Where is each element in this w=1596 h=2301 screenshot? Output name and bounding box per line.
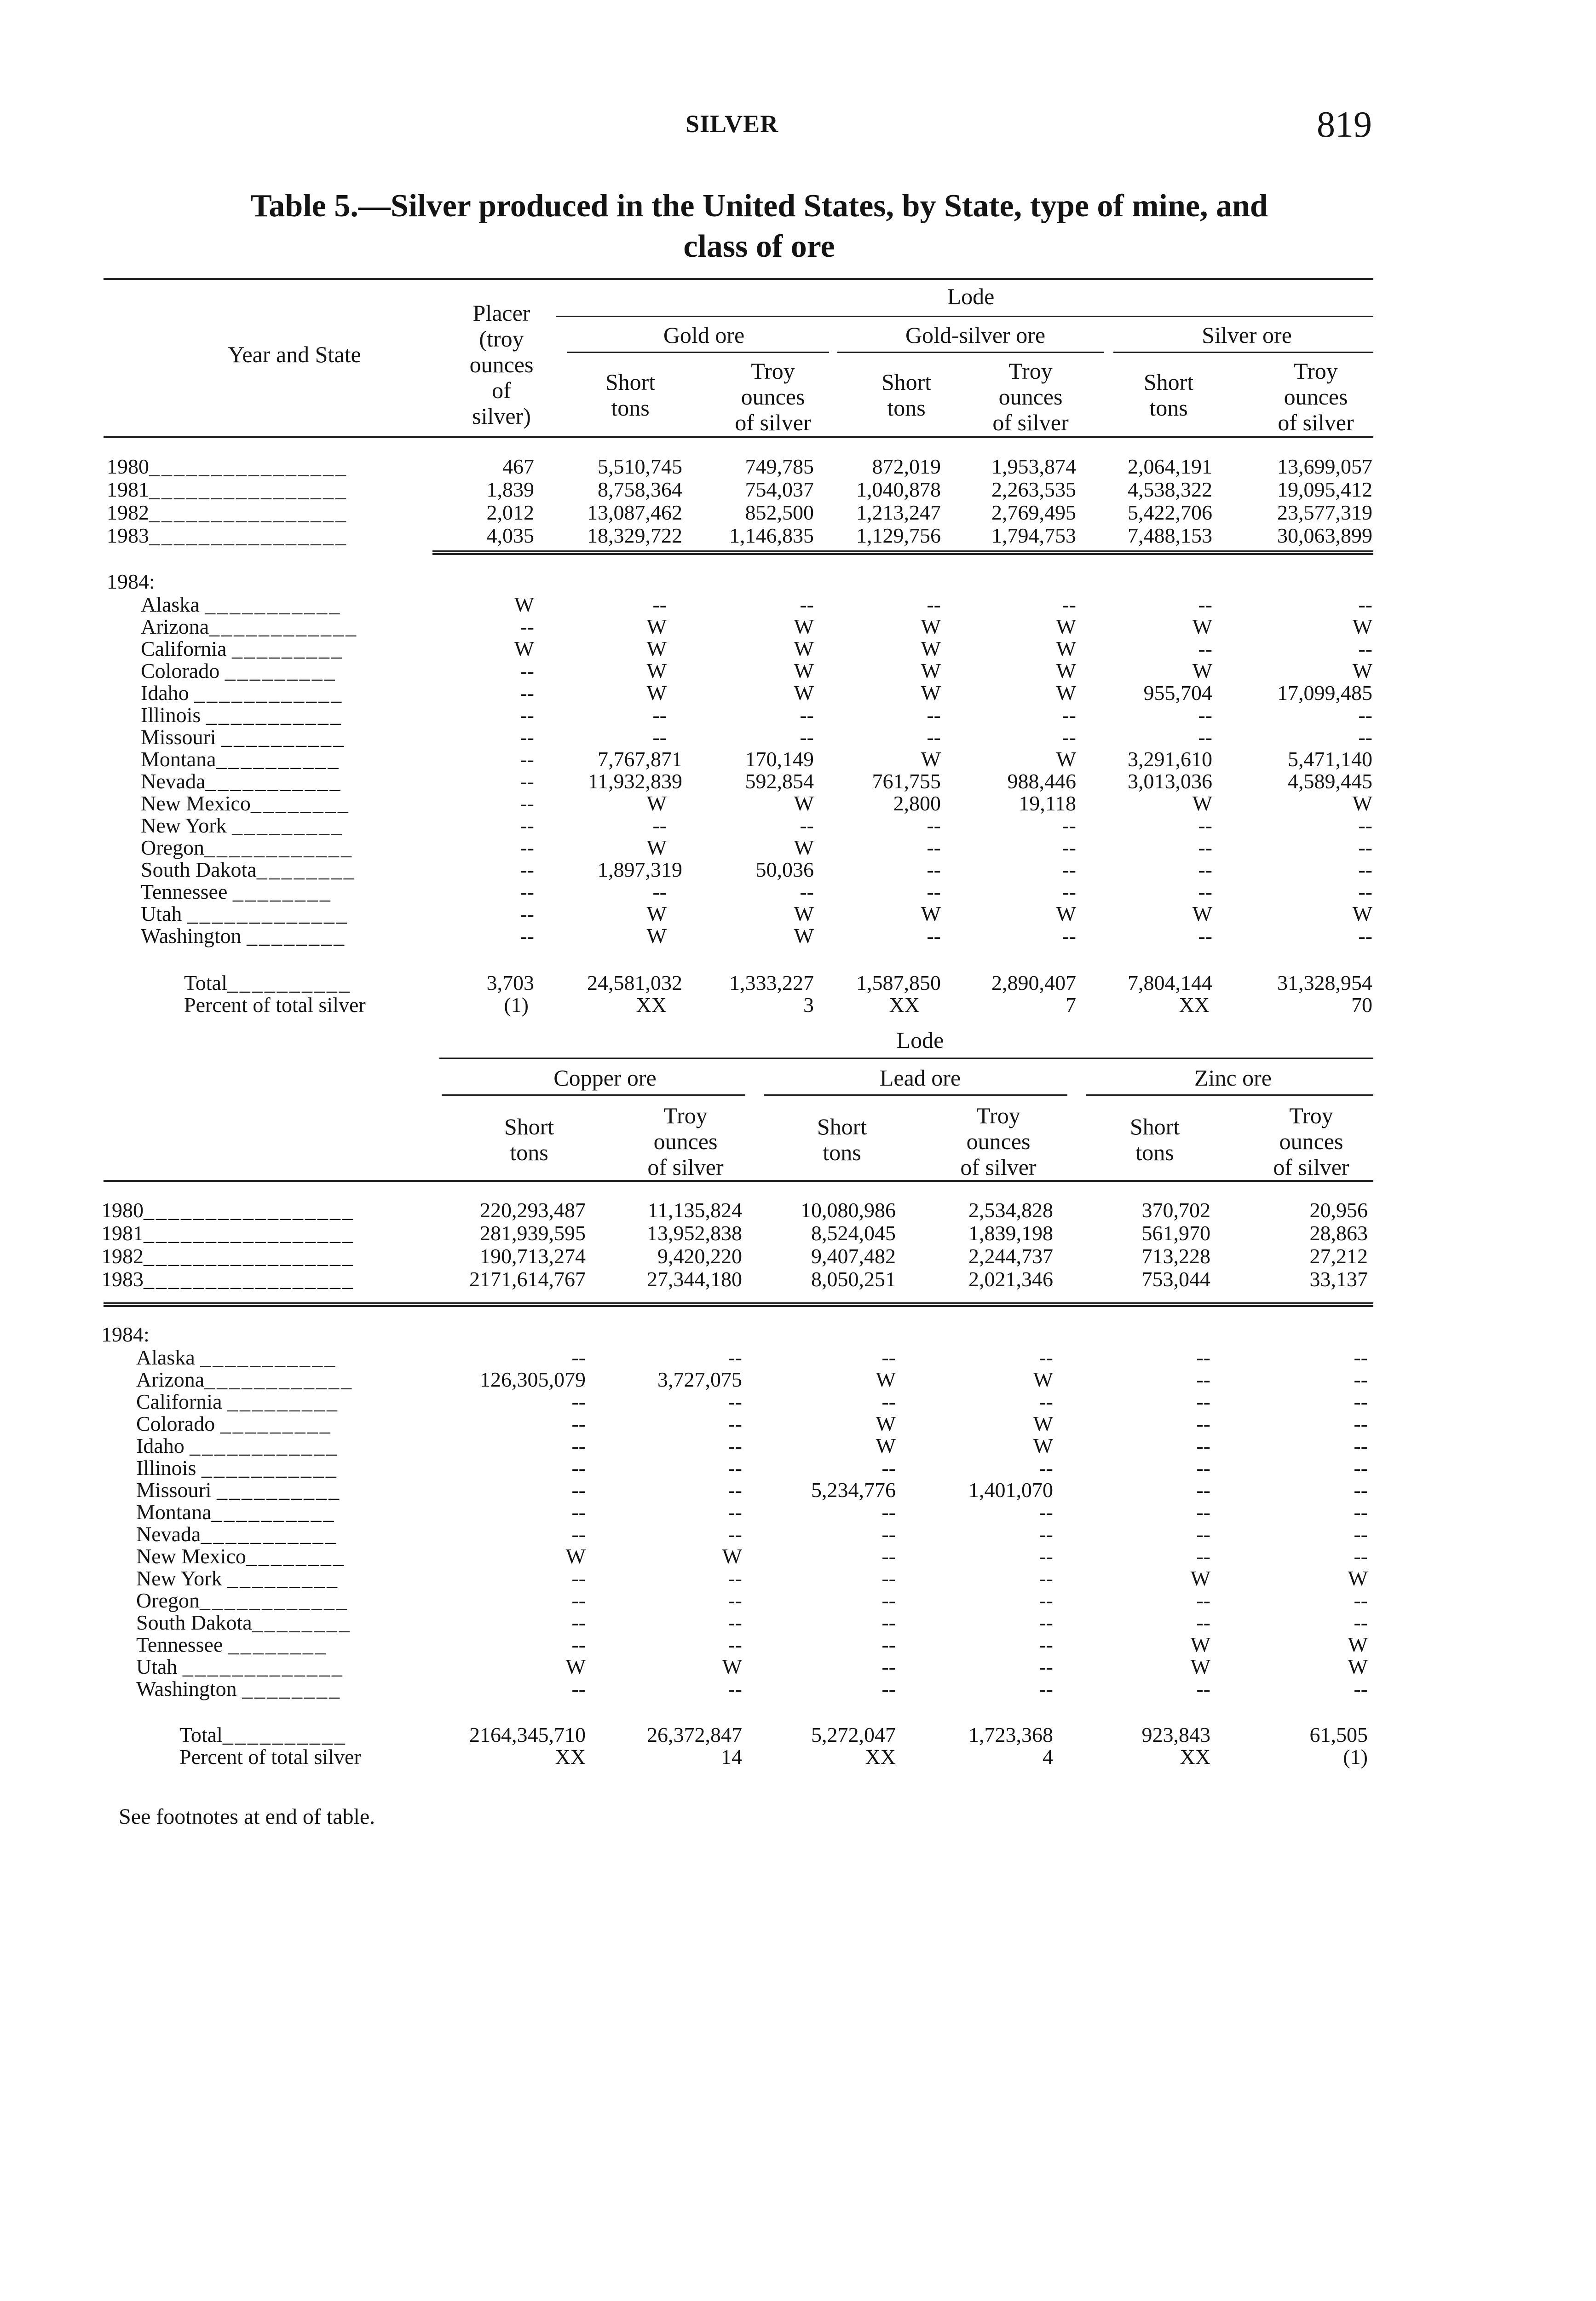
table-row: Montana__________ -- -- -- -- -- -- — [136, 1500, 1368, 1524]
lode-rule — [556, 316, 1373, 317]
table-row: New Mexico________ -- W W 2,800 19,118 W W — [141, 792, 1372, 815]
lead-troy-header: Troy ounces of silver — [960, 1103, 1037, 1180]
table-title — [221, 186, 1297, 267]
table-row: Arizona____________ -- W W W W W W — [141, 615, 1372, 638]
table-row: New Mexico________ W W -- -- -- -- — [136, 1544, 1368, 1568]
lead-ore-rule — [764, 1094, 1067, 1096]
table1-year-rule — [432, 550, 1373, 555]
stub-header: Year and State — [228, 341, 361, 367]
table-row: 1981________________ 1,839 8,758,364 754,037 1,040,878 2,263,535 4,538,322 19,095,412 — [107, 478, 1372, 501]
gold-silver-short-tons-header: Short tons — [881, 369, 932, 421]
lead-short-tons-header: Short tons — [817, 1114, 867, 1165]
table-row: Utah _____________ -- W W W W W W — [141, 902, 1372, 925]
table-row: Idaho ____________ -- -- W W -- -- — [136, 1434, 1368, 1457]
table-row: Alaska ___________ -- -- -- -- -- -- — [136, 1346, 1368, 1369]
table-title-line-2: class of ore — [683, 229, 835, 264]
table-row: Idaho ____________ -- W W W W 955,704 17,099,485 — [141, 681, 1372, 705]
gold-ore-header: Gold ore — [663, 322, 745, 348]
table-row: Tennessee ________ -- -- -- -- -- -- -- — [141, 880, 1372, 903]
copper-short-tons-header: Short tons — [504, 1114, 554, 1165]
percent-row: Percent of total silver (1) XX 3 XX 7 XX 70 — [184, 993, 1372, 1017]
year-1984-label: 1984: — [107, 570, 155, 593]
table-row: 1983________________ 4,035 18,329,722 1,146,835 1,129,756 1,794,753 7,488,153 30,063,899 — [107, 524, 1372, 547]
table-row: California _________ W W W W W -- -- — [141, 637, 1372, 660]
table-row: Tennessee ________ -- -- -- -- W W — [136, 1633, 1368, 1656]
lode-rule-2 — [439, 1058, 1373, 1059]
percent-row-2: Percent of total silver XX 14 XX 4 XX (1) — [179, 1745, 1368, 1769]
total-row-2: Total__________ 2164,345,710 26,372,847 5,272,047 1,723,368 923,843 61,505 — [179, 1723, 1368, 1746]
gold-short-tons-header: Short tons — [605, 369, 656, 421]
placer-header: Placer (troy ounces of silver) — [469, 300, 534, 429]
table-row: Colorado _________ -- -- W W -- -- — [136, 1412, 1368, 1435]
gold-silver-ore-rule — [837, 352, 1104, 353]
year-1984-label-2: 1984: — [101, 1323, 150, 1346]
table-row: California _________ -- -- -- -- -- -- — [136, 1390, 1368, 1413]
table-row: Utah _____________ W W -- -- W W — [136, 1655, 1368, 1678]
table-row: Washington ________ -- W W -- -- -- -- — [141, 924, 1372, 948]
total-row: Total__________ 3,703 24,581,032 1,333,227 1,587,850 2,890,407 7,804,144 31,328,954 — [184, 971, 1372, 994]
zinc-ore-header: Zinc ore — [1194, 1065, 1272, 1091]
table-row: Colorado _________ -- W W W W W W — [141, 659, 1372, 682]
lode-header: Lode — [947, 283, 995, 309]
table-row: Missouri __________ -- -- 5,234,776 1,401,070 -- -- — [136, 1478, 1368, 1502]
silver-ore-header: Silver ore — [1202, 322, 1292, 348]
table-row: Missouri __________ -- -- -- -- -- -- -- — [141, 725, 1372, 749]
page-number: 819 — [1317, 104, 1372, 145]
table1-top-rule — [104, 278, 1373, 280]
table-row: Montana__________ -- 7,767,871 170,149 W W 3,291,610 5,471,140 — [141, 747, 1372, 771]
table-row: Illinois ___________ -- -- -- -- -- -- -- — [141, 703, 1372, 727]
table-title-line-1: Table 5.—Silver produced in the United States, by State, type of mine, and — [250, 188, 1268, 224]
table-row: Arizona____________ 126,305,079 3,727,075 W W -- -- — [136, 1368, 1368, 1391]
table-row: Nevada___________ -- -- -- -- -- -- — [136, 1522, 1368, 1546]
lead-ore-header: Lead ore — [879, 1065, 961, 1091]
table-row: Alaska ___________ W -- -- -- -- -- -- — [141, 593, 1372, 616]
footnote-reference: See footnotes at end of table. — [119, 1804, 375, 1829]
table-row: 1981_________________ 281,939,595 13,952,838 8,524,045 1,839,198 561,970 28,863 — [101, 1221, 1368, 1245]
table-row: Oregon____________ -- -- -- -- -- -- — [136, 1589, 1368, 1612]
silver-troy-header: Troy ounces of silver — [1278, 358, 1354, 435]
table-row: 1980_________________ 220,293,487 11,135,824 10,080,986 2,534,828 370,702 20,956 — [101, 1198, 1368, 1222]
zinc-short-tons-header: Short tons — [1129, 1114, 1180, 1165]
silver-ore-rule — [1113, 352, 1373, 353]
table-row: 1982_________________ 190,713,274 9,420,220 9,407,482 2,244,737 713,228 27,212 — [101, 1244, 1368, 1268]
table-row: 1983_________________ 2171,614,767 27,344,180 8,050,251 2,021,346 753,044 33,137 — [101, 1267, 1368, 1291]
table-row: 1980________________ 467 5,510,745 749,785 872,019 1,953,874 2,064,191 13,699,057 — [107, 455, 1372, 478]
lode-header-2: Lode — [896, 1027, 944, 1053]
table1-header-bottom-rule — [104, 436, 1373, 438]
table-row: New York _________ -- -- -- -- W W — [136, 1567, 1368, 1590]
zinc-troy-header: Troy ounces of silver — [1273, 1103, 1349, 1180]
table-row: Washington ________ -- -- -- -- -- -- — [136, 1677, 1368, 1700]
table-row: Nevada___________ -- 11,932,839 592,854 761,755 988,446 3,013,036 4,589,445 — [141, 769, 1372, 793]
silver-short-tons-header: Short tons — [1143, 369, 1194, 421]
table2-year-rule — [104, 1302, 1373, 1307]
gold-ore-rule — [567, 352, 829, 353]
gold-silver-ore-header: Gold-silver ore — [905, 322, 1046, 348]
copper-troy-header: Troy ounces of silver — [647, 1103, 724, 1180]
gold-troy-header: Troy ounces of silver — [735, 358, 811, 435]
copper-ore-rule — [442, 1094, 745, 1096]
running-head: SILVER — [686, 110, 779, 138]
gold-silver-troy-header: Troy ounces of silver — [992, 358, 1069, 435]
table-row: 1982________________ 2,012 13,087,462 852,500 1,213,247 2,769,495 5,422,706 23,577,319 — [107, 501, 1372, 524]
table-row: South Dakota________ -- 1,897,319 50,036 -- -- -- -- — [141, 858, 1372, 881]
zinc-ore-rule — [1086, 1094, 1373, 1096]
table-row: Illinois ___________ -- -- -- -- -- -- — [136, 1456, 1368, 1480]
table2-header-bottom-rule — [104, 1180, 1373, 1182]
copper-ore-header: Copper ore — [553, 1065, 657, 1091]
table-row: New York _________ -- -- -- -- -- -- -- — [141, 814, 1372, 837]
table-row: Oregon____________ -- W W -- -- -- -- — [141, 836, 1372, 859]
table-row: South Dakota________ -- -- -- -- -- -- — [136, 1611, 1368, 1634]
